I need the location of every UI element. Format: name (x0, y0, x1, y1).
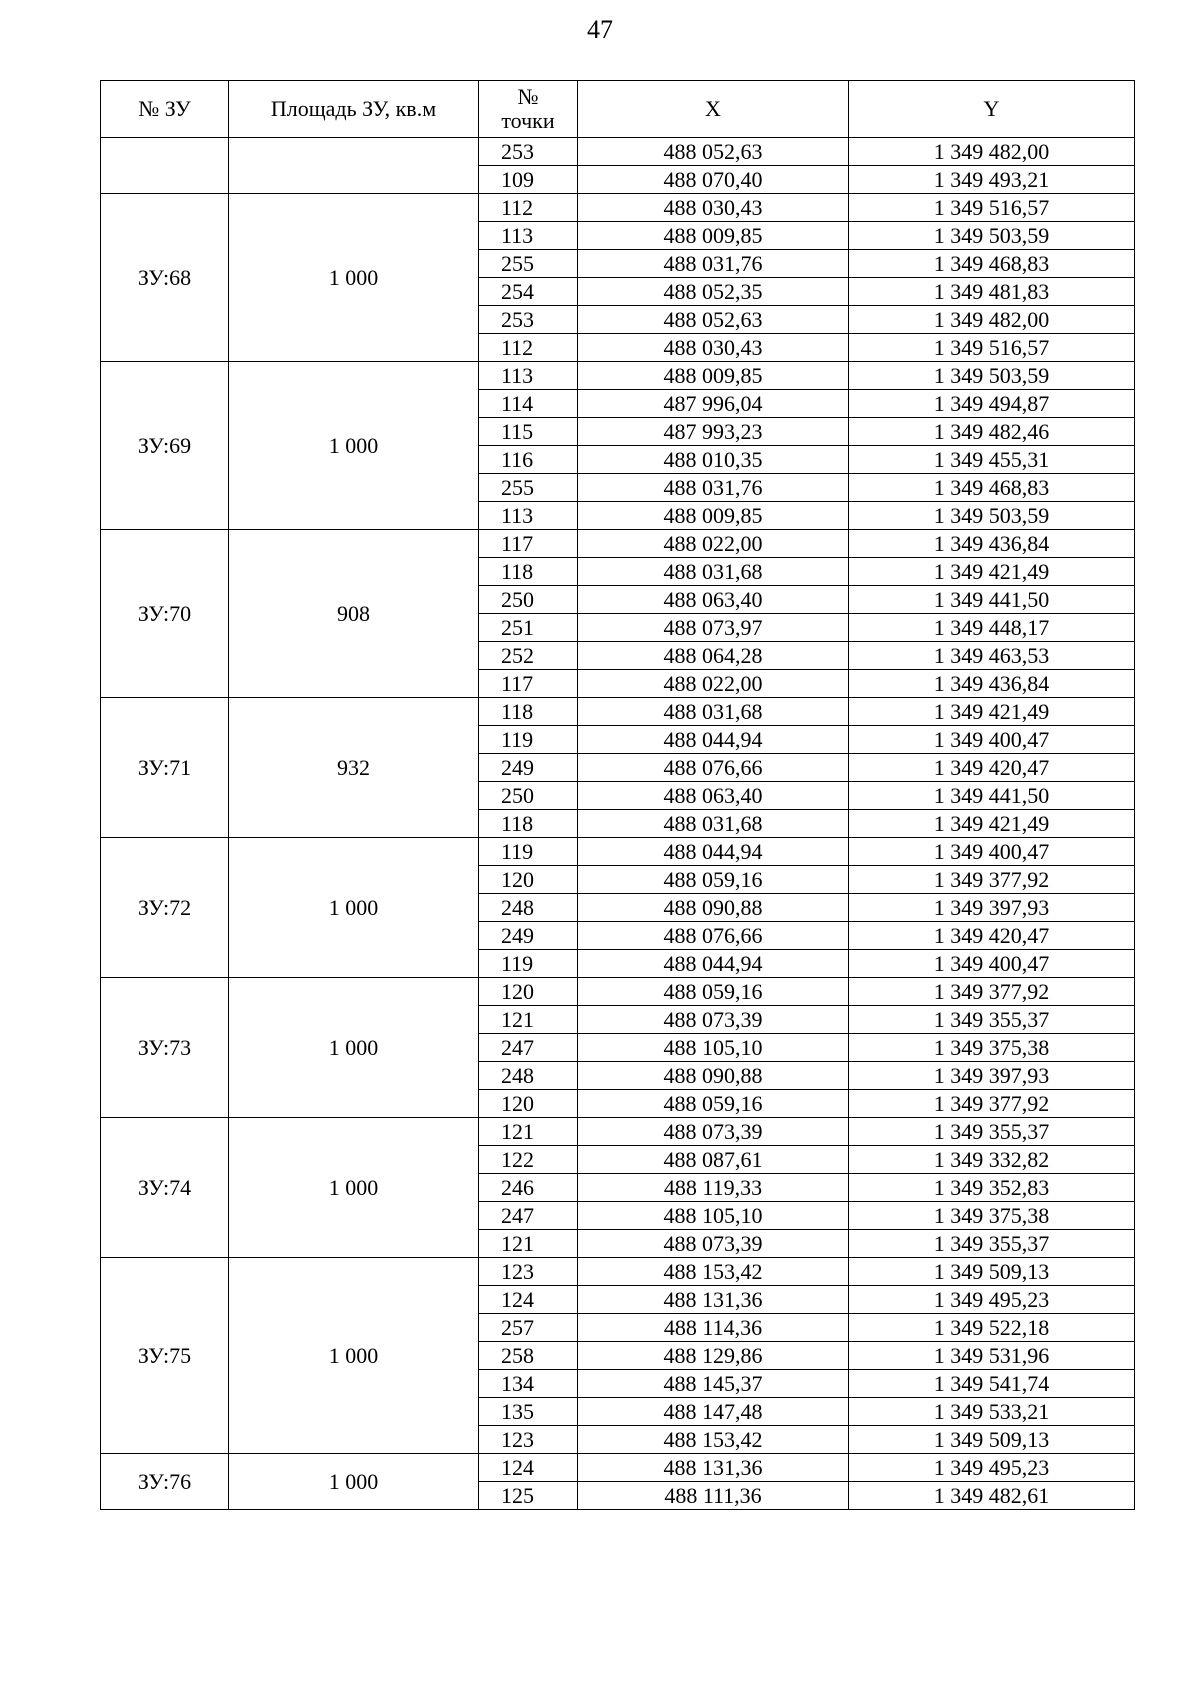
table-row (101, 138, 1135, 166)
x-coordinate-cell: 488 059,16 (578, 978, 849, 1006)
zu-cell: ЗУ:73 (101, 978, 229, 1118)
point-number-cell: 252 (479, 642, 578, 670)
point-number-cell: 253 (479, 306, 578, 334)
y-coordinate-cell: 1 349 495,23 (849, 1454, 1135, 1482)
y-coordinate-cell: 1 349 332,82 (849, 1146, 1135, 1174)
x-coordinate-cell: 488 076,66 (578, 754, 849, 782)
zu-cell (101, 138, 229, 194)
y-coordinate-cell: 1 349 441,50 (849, 586, 1135, 614)
y-coordinate-cell: 1 349 509,13 (849, 1258, 1135, 1286)
header-area: Площадь ЗУ, кв.м (229, 81, 479, 138)
x-coordinate-cell: 488 073,39 (578, 1118, 849, 1146)
y-coordinate-cell: 1 349 397,93 (849, 894, 1135, 922)
y-coordinate-cell: 1 349 481,83 (849, 278, 1135, 306)
x-coordinate-cell: 487 993,23 (578, 418, 849, 446)
y-coordinate-cell: 1 349 355,37 (849, 1230, 1135, 1258)
x-coordinate-cell: 488 063,40 (578, 586, 849, 614)
y-coordinate-cell: 1 349 421,49 (849, 810, 1135, 838)
point-number-cell: 120 (479, 866, 578, 894)
y-coordinate-cell: 1 349 533,21 (849, 1398, 1135, 1426)
y-coordinate-cell: 1 349 468,83 (849, 250, 1135, 278)
x-coordinate-cell: 488 153,42 (578, 1258, 849, 1286)
point-number-cell: 124 (479, 1286, 578, 1314)
x-coordinate-cell: 488 105,10 (578, 1034, 849, 1062)
point-number-cell: 113 (479, 362, 578, 390)
header-point-number-line1: № (517, 84, 539, 109)
table-row (101, 362, 1135, 390)
y-coordinate-cell: 1 349 355,37 (849, 1118, 1135, 1146)
y-coordinate-cell: 1 349 441,50 (849, 782, 1135, 810)
header-y: Y (849, 81, 1135, 138)
point-number-cell: 120 (479, 1090, 578, 1118)
y-coordinate-cell: 1 349 516,57 (849, 194, 1135, 222)
y-coordinate-cell: 1 349 420,47 (849, 922, 1135, 950)
x-coordinate-cell: 488 073,97 (578, 614, 849, 642)
y-coordinate-cell: 1 349 397,93 (849, 1062, 1135, 1090)
x-coordinate-cell: 488 064,28 (578, 642, 849, 670)
y-coordinate-cell: 1 349 352,83 (849, 1174, 1135, 1202)
point-number-cell: 113 (479, 502, 578, 530)
point-number-cell: 118 (479, 558, 578, 586)
x-coordinate-cell: 488 010,35 (578, 446, 849, 474)
zu-cell: ЗУ:72 (101, 838, 229, 978)
point-number-cell: 251 (479, 614, 578, 642)
point-number-cell: 121 (479, 1118, 578, 1146)
x-coordinate-cell: 488 031,76 (578, 250, 849, 278)
point-number-cell: 134 (479, 1370, 578, 1398)
x-coordinate-cell: 488 059,16 (578, 1090, 849, 1118)
table-row (101, 530, 1135, 558)
x-coordinate-cell: 488 052,35 (578, 278, 849, 306)
point-number-cell: 246 (479, 1174, 578, 1202)
x-coordinate-cell: 488 114,36 (578, 1314, 849, 1342)
x-coordinate-cell: 488 052,63 (578, 138, 849, 166)
point-number-cell: 119 (479, 838, 578, 866)
y-coordinate-cell: 1 349 482,46 (849, 418, 1135, 446)
point-number-cell: 123 (479, 1426, 578, 1454)
point-number-cell: 112 (479, 334, 578, 362)
point-number-cell: 117 (479, 670, 578, 698)
zu-cell: ЗУ:71 (101, 698, 229, 838)
x-coordinate-cell: 488 022,00 (578, 670, 849, 698)
x-coordinate-cell: 488 030,43 (578, 194, 849, 222)
point-number-cell: 116 (479, 446, 578, 474)
x-coordinate-cell: 488 105,10 (578, 1202, 849, 1230)
y-coordinate-cell: 1 349 375,38 (849, 1034, 1135, 1062)
x-coordinate-cell: 488 073,39 (578, 1230, 849, 1258)
table-row (101, 978, 1135, 1006)
point-number-cell: 255 (479, 250, 578, 278)
point-number-cell: 112 (479, 194, 578, 222)
point-number-cell: 253 (479, 138, 578, 166)
x-coordinate-cell: 488 031,68 (578, 810, 849, 838)
table-row (101, 1118, 1135, 1146)
point-number-cell: 119 (479, 726, 578, 754)
x-coordinate-cell: 488 009,85 (578, 502, 849, 530)
point-number-cell: 250 (479, 782, 578, 810)
point-number-cell: 254 (479, 278, 578, 306)
y-coordinate-cell: 1 349 522,18 (849, 1314, 1135, 1342)
y-coordinate-cell: 1 349 377,92 (849, 1090, 1135, 1118)
y-coordinate-cell: 1 349 448,17 (849, 614, 1135, 642)
y-coordinate-cell: 1 349 494,87 (849, 390, 1135, 418)
y-coordinate-cell: 1 349 355,37 (849, 1006, 1135, 1034)
point-number-cell: 119 (479, 950, 578, 978)
x-coordinate-cell: 488 090,88 (578, 894, 849, 922)
point-number-cell: 118 (479, 698, 578, 726)
zu-cell: ЗУ:68 (101, 194, 229, 362)
x-coordinate-cell: 488 031,68 (578, 558, 849, 586)
area-cell: 1 000 (229, 362, 479, 530)
x-coordinate-cell: 488 022,00 (578, 530, 849, 558)
y-coordinate-cell: 1 349 503,59 (849, 502, 1135, 530)
y-coordinate-cell: 1 349 503,59 (849, 362, 1135, 390)
point-number-cell: 121 (479, 1006, 578, 1034)
y-coordinate-cell: 1 349 377,92 (849, 978, 1135, 1006)
point-number-cell: 249 (479, 922, 578, 950)
point-number-cell: 135 (479, 1398, 578, 1426)
y-coordinate-cell: 1 349 482,61 (849, 1482, 1135, 1510)
x-coordinate-cell: 488 111,36 (578, 1482, 849, 1510)
x-coordinate-cell: 488 076,66 (578, 922, 849, 950)
table-row (101, 1258, 1135, 1286)
y-coordinate-cell: 1 349 436,84 (849, 530, 1135, 558)
y-coordinate-cell: 1 349 463,53 (849, 642, 1135, 670)
point-number-cell: 248 (479, 1062, 578, 1090)
x-coordinate-cell: 488 063,40 (578, 782, 849, 810)
header-point-number-line2: точки (501, 108, 555, 133)
table-row (101, 698, 1135, 726)
point-number-cell: 249 (479, 754, 578, 782)
zu-cell: ЗУ:69 (101, 362, 229, 530)
point-number-cell: 124 (479, 1454, 578, 1482)
x-coordinate-cell: 487 996,04 (578, 390, 849, 418)
x-coordinate-cell: 488 009,85 (578, 222, 849, 250)
x-coordinate-cell: 488 031,68 (578, 698, 849, 726)
x-coordinate-cell: 488 031,76 (578, 474, 849, 502)
x-coordinate-cell: 488 145,37 (578, 1370, 849, 1398)
y-coordinate-cell: 1 349 400,47 (849, 838, 1135, 866)
point-number-cell: 109 (479, 166, 578, 194)
coordinates-table (100, 80, 1135, 1510)
y-coordinate-cell: 1 349 531,96 (849, 1342, 1135, 1370)
y-coordinate-cell: 1 349 400,47 (849, 726, 1135, 754)
x-coordinate-cell: 488 153,42 (578, 1426, 849, 1454)
x-coordinate-cell: 488 044,94 (578, 838, 849, 866)
table-body (101, 138, 1135, 1510)
y-coordinate-cell: 1 349 541,74 (849, 1370, 1135, 1398)
y-coordinate-cell: 1 349 436,84 (849, 670, 1135, 698)
x-coordinate-cell: 488 073,39 (578, 1006, 849, 1034)
y-coordinate-cell: 1 349 421,49 (849, 558, 1135, 586)
point-number-cell: 247 (479, 1034, 578, 1062)
x-coordinate-cell: 488 131,36 (578, 1286, 849, 1314)
y-coordinate-cell: 1 349 509,13 (849, 1426, 1135, 1454)
y-coordinate-cell: 1 349 468,83 (849, 474, 1135, 502)
x-coordinate-cell: 488 070,40 (578, 166, 849, 194)
point-number-cell: 248 (479, 894, 578, 922)
point-number-cell: 120 (479, 978, 578, 1006)
x-coordinate-cell: 488 119,33 (578, 1174, 849, 1202)
y-coordinate-cell: 1 349 400,47 (849, 950, 1135, 978)
x-coordinate-cell: 488 030,43 (578, 334, 849, 362)
point-number-cell: 118 (479, 810, 578, 838)
area-cell: 1 000 (229, 194, 479, 362)
x-coordinate-cell: 488 044,94 (578, 726, 849, 754)
x-coordinate-cell: 488 059,16 (578, 866, 849, 894)
y-coordinate-cell: 1 349 455,31 (849, 446, 1135, 474)
zu-cell: ЗУ:76 (101, 1454, 229, 1510)
y-coordinate-cell: 1 349 377,92 (849, 866, 1135, 894)
page-number: 47 (587, 15, 613, 44)
point-number-cell: 121 (479, 1230, 578, 1258)
x-coordinate-cell: 488 052,63 (578, 306, 849, 334)
area-cell: 908 (229, 530, 479, 698)
area-cell: 1 000 (229, 1454, 479, 1510)
x-coordinate-cell: 488 009,85 (578, 362, 849, 390)
x-coordinate-cell: 488 087,61 (578, 1146, 849, 1174)
point-number-cell: 255 (479, 474, 578, 502)
x-coordinate-cell: 488 044,94 (578, 950, 849, 978)
area-cell: 1 000 (229, 1118, 479, 1258)
area-cell (229, 138, 479, 194)
y-coordinate-cell: 1 349 482,00 (849, 138, 1135, 166)
area-cell: 1 000 (229, 838, 479, 978)
table-row (101, 194, 1135, 222)
point-number-cell: 123 (479, 1258, 578, 1286)
y-coordinate-cell: 1 349 421,49 (849, 698, 1135, 726)
table-row (101, 1454, 1135, 1482)
header-x: X (578, 81, 849, 138)
point-number-cell: 257 (479, 1314, 578, 1342)
y-coordinate-cell: 1 349 420,47 (849, 754, 1135, 782)
x-coordinate-cell: 488 131,36 (578, 1454, 849, 1482)
point-number-cell: 247 (479, 1202, 578, 1230)
x-coordinate-cell: 488 090,88 (578, 1062, 849, 1090)
point-number-cell: 122 (479, 1146, 578, 1174)
point-number-cell: 115 (479, 418, 578, 446)
area-cell: 1 000 (229, 978, 479, 1118)
header-point-number (479, 81, 578, 138)
zu-cell: ЗУ:75 (101, 1258, 229, 1454)
point-number-cell: 258 (479, 1342, 578, 1370)
point-number-cell: 113 (479, 222, 578, 250)
y-coordinate-cell: 1 349 375,38 (849, 1202, 1135, 1230)
zu-cell: ЗУ:74 (101, 1118, 229, 1258)
header-zu: № ЗУ (101, 81, 229, 138)
x-coordinate-cell: 488 147,48 (578, 1398, 849, 1426)
y-coordinate-cell: 1 349 493,21 (849, 166, 1135, 194)
point-number-cell: 250 (479, 586, 578, 614)
table-header-row (101, 81, 1135, 138)
area-cell: 1 000 (229, 1258, 479, 1454)
table-row (101, 838, 1135, 866)
y-coordinate-cell: 1 349 503,59 (849, 222, 1135, 250)
point-number-cell: 125 (479, 1482, 578, 1510)
point-number-cell: 117 (479, 530, 578, 558)
point-number-cell: 114 (479, 390, 578, 418)
area-cell: 932 (229, 698, 479, 838)
y-coordinate-cell: 1 349 482,00 (849, 306, 1135, 334)
y-coordinate-cell: 1 349 495,23 (849, 1286, 1135, 1314)
y-coordinate-cell: 1 349 516,57 (849, 334, 1135, 362)
zu-cell: ЗУ:70 (101, 530, 229, 698)
x-coordinate-cell: 488 129,86 (578, 1342, 849, 1370)
